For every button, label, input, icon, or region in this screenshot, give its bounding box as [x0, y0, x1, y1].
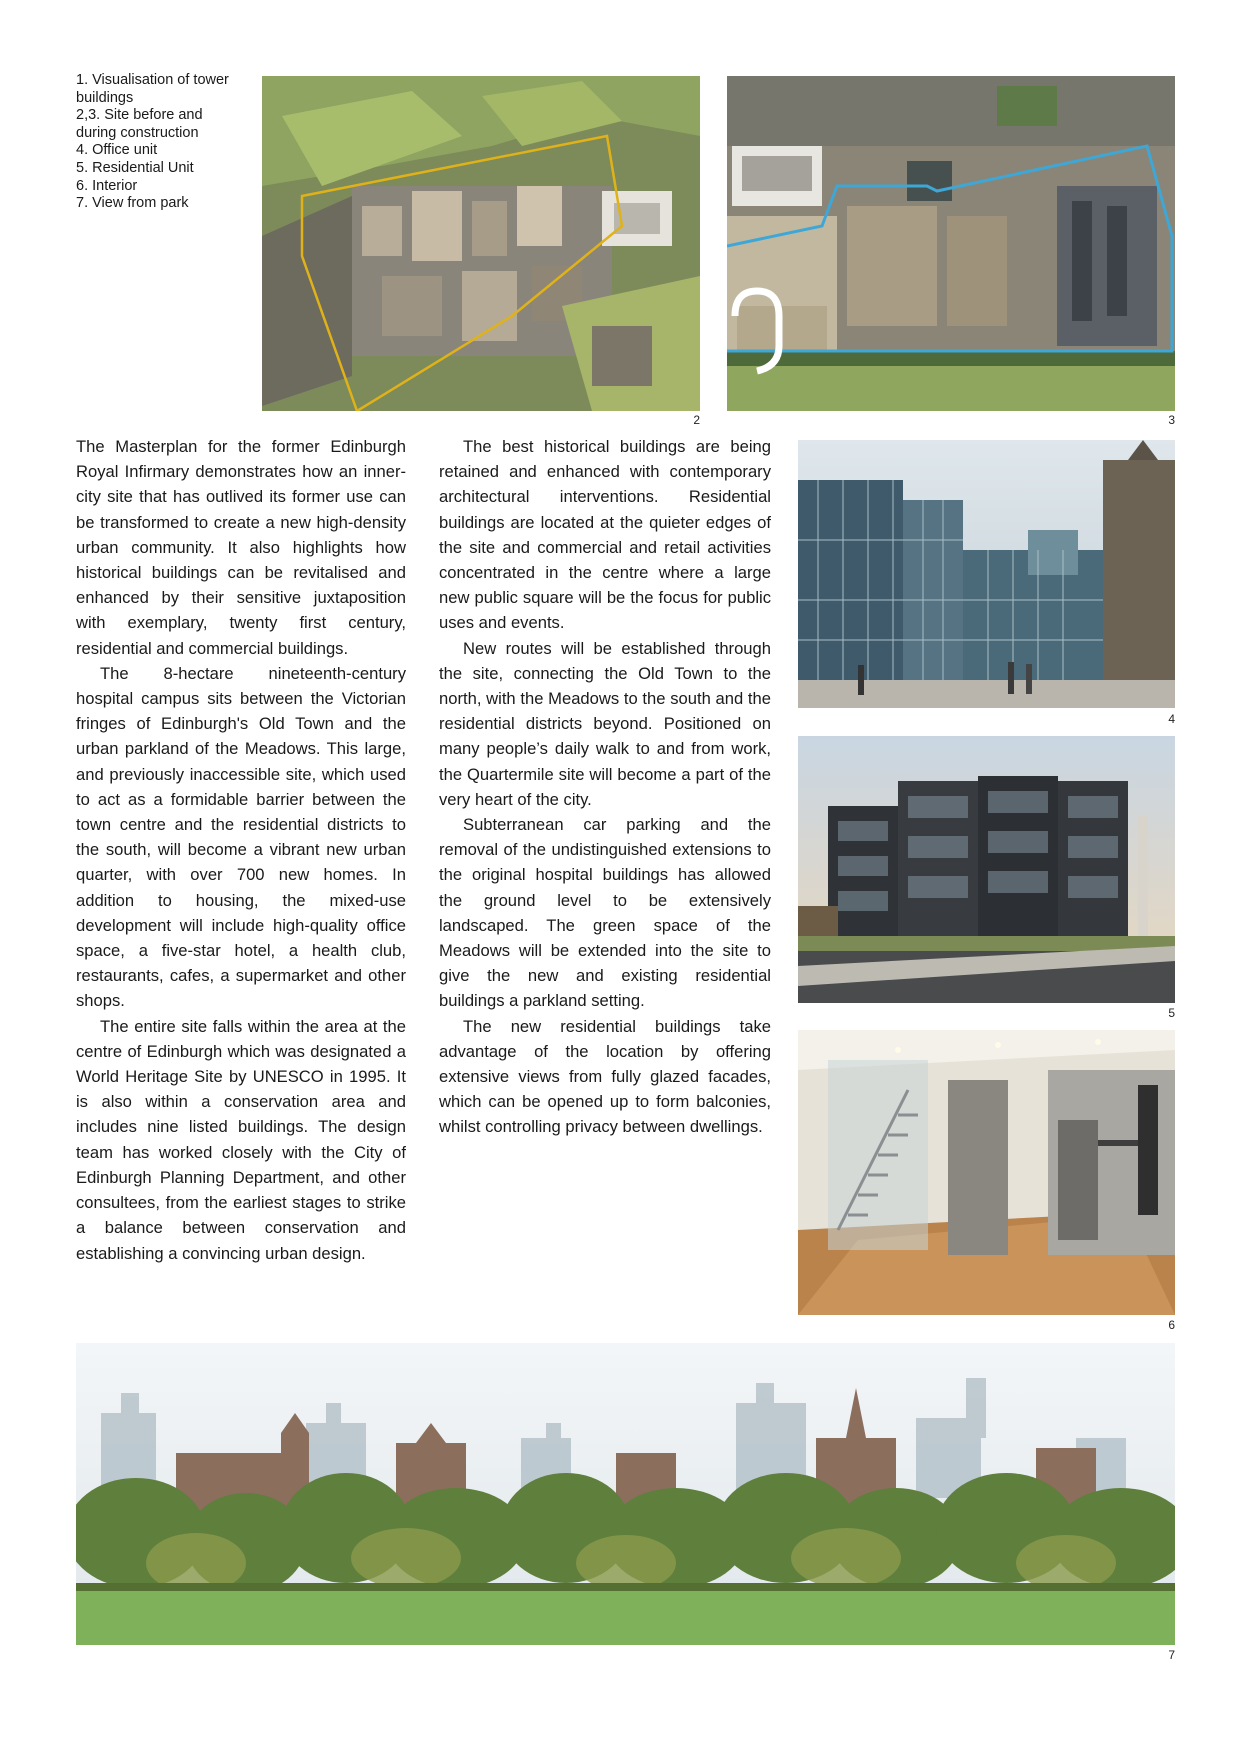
- figure-number-4: 4: [1168, 712, 1175, 726]
- photo-interior: [798, 1030, 1175, 1315]
- photo-office-unit: [798, 440, 1175, 708]
- figure-number-6: 6: [1168, 1318, 1175, 1332]
- text-column-middle: [439, 434, 771, 1140]
- text-column-left: [76, 434, 406, 1266]
- caption-5: 6. Interior: [76, 177, 138, 194]
- figure-number-7: 7: [1168, 1648, 1175, 1662]
- caption-4: 5. Residential Unit: [76, 159, 194, 176]
- photo-site-during-construction: [727, 76, 1175, 411]
- figure-number-2: 2: [693, 413, 700, 427]
- photo-view-from-park: [76, 1343, 1175, 1645]
- figure-number-5: 5: [1168, 1006, 1175, 1020]
- paragraph-middle-2: New routes will be established through the site, connecting the Old Town to the north, with the Meadows to the south and the residential districts beyond. Positioned on many people’s daily walk to and from work, the Quartermile site will become a part of the very heart of the city.: [439, 638, 771, 809]
- paragraph-middle-4: The new residential buildings take advantage of the location by offering extensive views from fully glazed facades, which can be opened up to form balconies, whilst controlling privacy between dwellings.: [439, 1016, 771, 1137]
- photo-residential-unit: [798, 736, 1175, 1003]
- figure-captions: [76, 72, 246, 213]
- paragraph-left-3: The entire site falls within the area at the centre of Edinburgh which was designated a World Heritage Site by UNESCO in 1995. It is also within a conservation area and includes nine listed buildings. The design team has worked closely with the City of Edinburgh Planning Department, and other consultees, from the earliest stages to strike a balance between conservation and establishing a convincing urban design.: [76, 1016, 406, 1263]
- paragraph-middle-3: Subterranean car parking and the removal of the undistinguished extensions to the original hospital buildings has allowed the ground level to be extensively landscaped. The green space of the Meadows will be extended into the site to give the new and existing residential buildings a parkland setting.: [439, 815, 771, 1011]
- figure-number-3: 3: [1168, 413, 1175, 427]
- paragraph-left-1: The Masterplan for the former Edinburgh Royal Infirmary demonstrates how an inner-city site that has outlived its former use can be transformed to create a new high-density urban community. It also highlights how historical buildings can be revitalised and enhanced by their sensitive juxtaposition with exemplary, twenty first century, residential and commercial buildings.: [76, 437, 406, 658]
- photo-site-before: [262, 76, 700, 411]
- caption-6: 7. View from park: [76, 195, 189, 212]
- paragraph-middle-1: The best historical buildings are being retained and enhanced with contemporary architectural interventions. Residential buildings are located at the quieter edges of the site and commercial and retail activities concentrated in the centre where a large new public square will be the focus for public uses and events.: [439, 437, 771, 633]
- caption-1: 1. Visualisation of tower buildings: [76, 72, 229, 106]
- paragraph-left-2: The 8-hectare nineteenth-century hospital campus sits between the Victorian fringes of Edinburgh's Old Town and the urban parkland of the Meadows. This large, and previously inaccessible site, which used to act as a formidable barrier between the town centre and the residential districts to the south, will become a vibrant new urban quarter, with over 700 new homes. In addition to housing, the mixed-use development will include high-quality office space, a five-star hotel, a health club, restaurants, cafes, a supermarket and other shops.: [76, 663, 406, 1011]
- caption-2: 2,3. Site before and during construction: [76, 107, 203, 141]
- caption-3: 4. Office unit: [76, 142, 158, 159]
